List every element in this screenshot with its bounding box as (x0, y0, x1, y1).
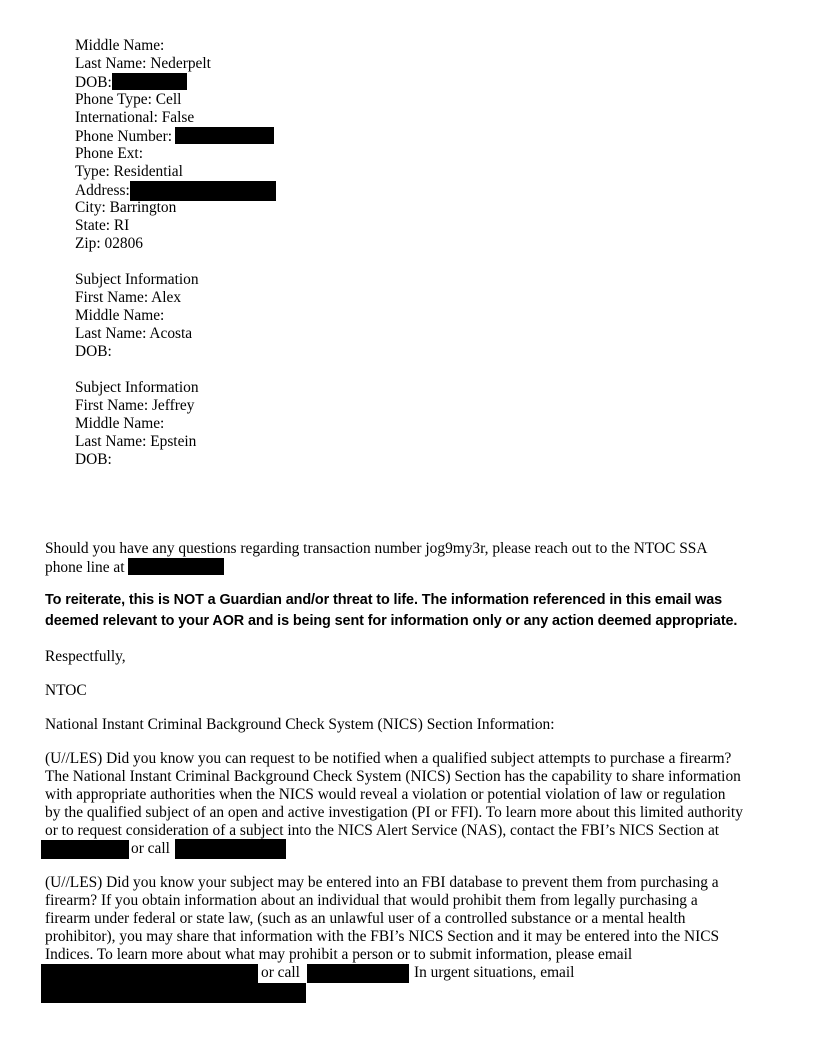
field-type: Type: Residential (75, 163, 183, 180)
field-phone-number: Phone Number: (75, 127, 276, 145)
reiterate-notice: To reiterate, this is NOT a Guardian and/or threat to life. The information referenced in this email was deemed relevant to your AOR and is being sent for information only or any action deemed appropriate. (45, 592, 738, 629)
subject-2-heading: Subject Information (75, 379, 199, 396)
field-middle-name: Middle Name: (75, 37, 165, 54)
subject-2-middle-name: Middle Name: (75, 415, 165, 432)
redaction-block (41, 840, 129, 859)
subject-2-last-name: Last Name: Epstein (75, 433, 197, 450)
signature: NTOC (45, 682, 87, 699)
redaction-block (307, 964, 409, 983)
field-city: City: Barrington (75, 199, 177, 216)
field-international: International: False (75, 109, 195, 126)
subject-1-first-name: First Name: Alex (75, 289, 182, 306)
or-call-text: or call (261, 964, 300, 981)
subject-1-last-name: Last Name: Acosta (75, 325, 193, 342)
nics-paragraph-2: (U//LES) Did you know your subject may be entered into an FBI database to prevent them from purchasing a firearm? If you obtain information about an individual that would prohibit them from legally purchasing a firearm under federal or state law, (such as an unlawful user of a controlled substance or a mental health prohibitor), you may share that information with the FBI’s NICS Section and it may be entered into the NICS Indices. To learn more about what may prohibit a person or to submit information, please email (45, 874, 720, 963)
nics-paragraph-1: (U//LES) Did you know you can request to be notified when a qualified subject attempts to purchase a firearm? The National Instant Criminal Background Check System (NICS) Section has the capability to share information with appropriate authorities when the NICS would reveal a violation or potential violation of law or regulation by the qualified subject of an open and active investigation (PI or FFI). To learn more about this limited authority or to request consideration of a subject into the NICS Alert Service (NAS), contact the FBI’s NICS Section at (45, 750, 743, 839)
subject-1-dob: DOB: (75, 343, 112, 360)
or-call-text: or call (131, 840, 170, 857)
urgent-text: In urgent situations, email (414, 964, 575, 981)
subject-1-heading: Subject Information (75, 271, 199, 288)
redaction-block (41, 964, 258, 983)
field-address: Address: (75, 181, 276, 199)
nics-heading: National Instant Criminal Background Check System (NICS) Section Information: (45, 716, 555, 733)
field-dob: DOB: (75, 73, 276, 91)
field-phone-type: Phone Type: Cell (75, 91, 182, 108)
redaction-block (130, 181, 276, 201)
closing: Respectfully, (45, 648, 126, 665)
field-last-name: Last Name: Nederpelt (75, 55, 211, 72)
field-zip: Zip: 02806 (75, 235, 143, 252)
field-phone-ext: Phone Ext: (75, 145, 143, 162)
redaction-block (175, 127, 274, 144)
subject-1-middle-name: Middle Name: (75, 307, 165, 324)
first-record-fields (75, 37, 276, 469)
redaction-block (41, 983, 306, 1003)
redaction-block (112, 73, 187, 90)
subject-2-dob: DOB: (75, 451, 112, 468)
redaction-block (128, 558, 224, 575)
questions-paragraph: Should you have any questions regarding transaction number jog9my3r, please reach out to the NTOC SSA phone line at (45, 540, 708, 576)
redaction-block (175, 839, 286, 859)
subject-2-first-name: First Name: Jeffrey (75, 397, 195, 414)
field-state: State: RI (75, 217, 130, 234)
